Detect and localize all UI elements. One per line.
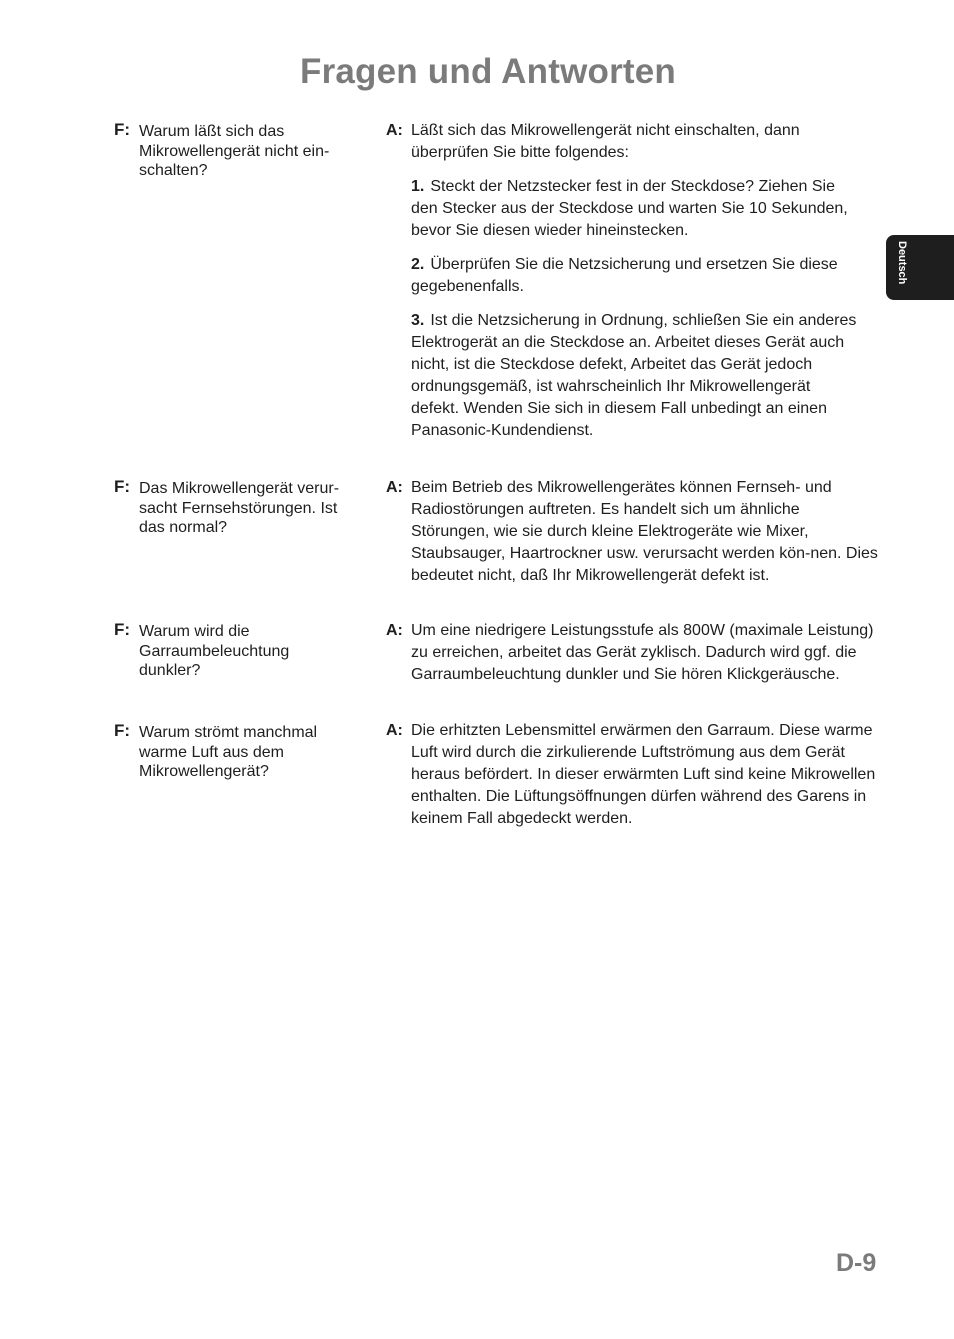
step-text: Überprüfen Sie die Netzsicherung und ersetzen Sie diese gegebenenfalls. [411, 256, 838, 295]
page-title: Fragen und Antworten [299, 52, 676, 91]
question-text: Warum strömt manchmal warme Luft aus dem Mikrowellengerät? [139, 724, 318, 780]
answer-text: Beim Betrieb des Mikrowellengerätes können Fernseh- und Radiostörungen auftreten. Es handelt sich um ähnliche Störungen, wie sie durch kleine Elektrogeräte wie Mixer, Staubsauger, Haartrockner usw. verursacht werden kön-nen. Dies bedeutet nicht, daß Ihr Mikrowellengerät defekt ist. [411, 479, 878, 584]
answer-2 [386, 477, 880, 587]
question-text: Warum läßt sich das Mikrowellengerät nicht ein-schalten? [139, 123, 330, 179]
answer-label: A: [386, 479, 403, 496]
step-text: Ist die Netzsicherung in Ordnung, schließen Sie ein anderes Elektrogerät an die Steckdose an. Arbeitet dieses Gerät auch nicht, ist die Steckdose defekt, Arbeitet das Gerät jedoch ordnungsgemäß, ist wahrscheinlich Ihr Mikrowellengerät defekt. Wenden Sie sich in diesem Fall unbedingt an einen Panasonic-Kundendienst. [411, 312, 857, 439]
answer-step-2 [411, 254, 861, 298]
step-text: Steckt der Netzstecker fest in der Steckdose? Ziehen Sie den Stecker aus der Steckdose und warten Sie 10 Sekunden, bevor Sie diesen wieder hineinstecken. [411, 178, 848, 239]
question-label: F: [114, 477, 131, 496]
question-text: Warum wird die Garraumbeleuchtung dunkler? [139, 623, 290, 679]
answer-4 [386, 720, 880, 830]
answer-text: Um eine niedrigere Leistungsstufe als 800W (maximale Leistung) zu erreichen, arbeitet das Gerät zyklisch. Dadurch wird ggf. die Garraumbeleuchtung dunkler und Sie hören Klickgeräusche. [411, 622, 874, 683]
answer-step-1 [411, 176, 861, 242]
answer-label: A: [386, 122, 403, 139]
language-tab [886, 235, 954, 300]
question-text: Das Mikrowellengerät verur-sacht Fernsehstörungen. Ist das normal? [139, 480, 340, 536]
answer-label: A: [386, 722, 403, 739]
answer-1 [386, 120, 880, 442]
language-tab-label: Deutsch [896, 241, 908, 285]
answer-label: A: [386, 622, 403, 639]
step-number: 2. [411, 256, 425, 273]
answer-text: Die erhitzten Lebensmittel erwärmen den Garraum. Diese warme Luft wird durch die zirkulierende Luftströmung aus dem Gerät heraus befördert. In dieser erwärmten Luft sind keine Mikrowellen enthalten. Die Lüftungsöffnungen dürfen während des Garens in keinem Fall abgedeckt werden. [411, 722, 876, 827]
step-number: 1. [411, 178, 425, 195]
step-number: 3. [411, 312, 425, 329]
answer-3 [386, 620, 880, 686]
question-label: F: [114, 721, 131, 740]
answer-intro: Läßt sich das Mikrowellengerät nicht einschalten, dann überprüfen Sie bitte folgendes: [411, 122, 800, 161]
page-number: D-9 [836, 1249, 877, 1277]
question-label: F: [114, 620, 131, 639]
question-label: F: [114, 120, 131, 139]
answer-step-3 [411, 310, 861, 442]
